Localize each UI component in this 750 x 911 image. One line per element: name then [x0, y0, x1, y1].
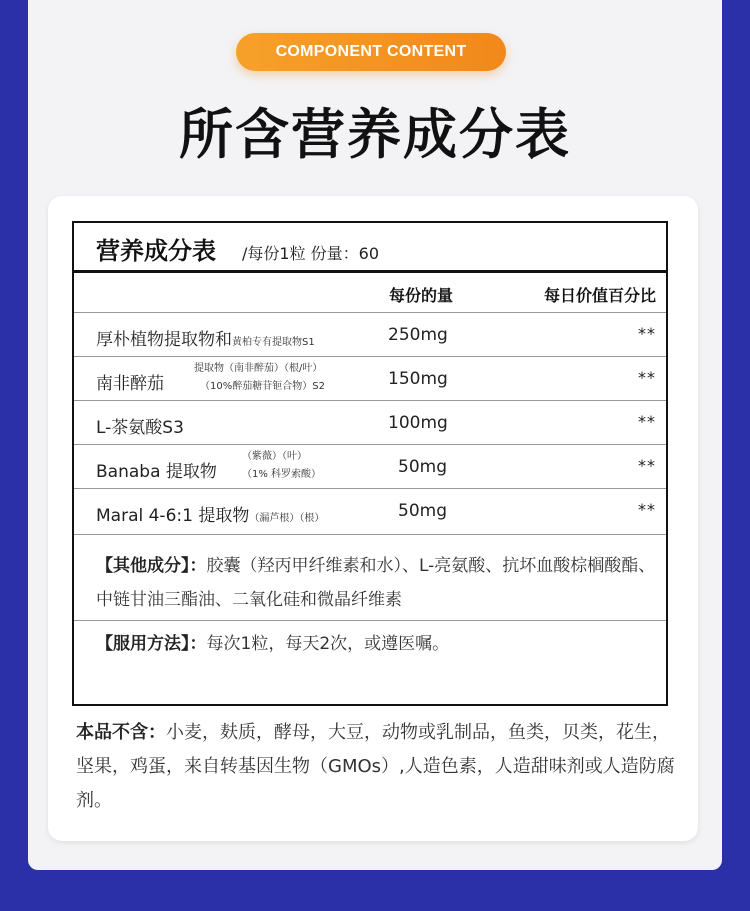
table-heading: 营养成分表: [96, 237, 216, 265]
ingredient-amount: 250mg: [388, 325, 448, 345]
usage-directions: [74, 621, 666, 659]
nutrition-table: [72, 221, 668, 706]
ingredient-name: Banaba 提取物: [96, 462, 217, 482]
table-row: [74, 357, 666, 401]
column-amount: 每份的量: [389, 286, 454, 305]
ingredient-note: （10%醉茄糖苷钷合物）S2: [200, 381, 325, 392]
ingredient-amount: 100mg: [388, 413, 448, 433]
nutrition-card: [48, 196, 698, 841]
free-from-text: 小麦，麸质，酵母，大豆，动物或乳制品，鱼类，贝类，花生，坚果，鸡蛋，来自转基因生物（GMOs）,人造色素，人造甜味剂或人造防腐剂。: [76, 722, 675, 811]
table-row: [74, 445, 666, 489]
ingredient-dv: **: [638, 456, 656, 475]
column-daily-value: 每日价值百分比: [543, 286, 656, 305]
usage-label: 【服用方法】：: [96, 634, 207, 654]
serving-info: /每份1粒 份量：60: [242, 244, 380, 263]
ingredient-name: Maral 4-6:1 提取物（漏芦根）（根）: [96, 506, 325, 526]
table-row: [74, 313, 666, 357]
ingredient-dv: **: [638, 324, 656, 343]
other-ingredients-label: 【其他成分】：: [96, 556, 207, 576]
other-ingredients-text: 胶囊（羟丙甲纤维素和水）、L-亮氨酸、抗坏血酸棕榈酸酯、中链甘油三酯油、二氧化硅和微晶纤维素: [96, 556, 656, 610]
ingredient-name: 厚朴植物提取物和黄柏专有提取物S1: [96, 330, 315, 350]
ingredient-dv: **: [638, 500, 656, 519]
column-headers: [74, 273, 666, 313]
ingredient-note: （紫薇）（叶）: [242, 451, 307, 462]
table-header: [74, 223, 666, 273]
component-content-badge: COMPONENT CONTENT: [236, 33, 506, 71]
other-ingredients: [74, 535, 666, 621]
page-title: 所含营养成分表: [179, 103, 571, 166]
ingredient-amount: 50mg: [398, 457, 447, 477]
ingredient-dv: **: [638, 368, 656, 387]
ingredient-amount: 50mg: [398, 501, 447, 521]
usage-text: 每次1粒，每天2次，或遵医嘱。: [206, 634, 450, 654]
free-from-label: 本品不含：: [76, 722, 166, 743]
ingredient-detail: （漏芦根）（根）: [249, 513, 325, 524]
table-row: [74, 401, 666, 445]
ingredient-note: 提取物（南非醉茄）（根/叶）: [194, 363, 323, 374]
ingredient-note: （1% 科罗索酸）: [242, 469, 322, 480]
ingredient-name: L-茶氨酸S3: [96, 418, 184, 438]
free-from-note: [76, 716, 676, 818]
table-row: [74, 489, 666, 535]
ingredient-name: 南非醉茄: [96, 374, 164, 394]
ingredient-dv: **: [638, 412, 656, 431]
ingredient-detail: 黄柏专有提取物S1: [232, 337, 315, 348]
ingredient-amount: 150mg: [388, 369, 448, 389]
